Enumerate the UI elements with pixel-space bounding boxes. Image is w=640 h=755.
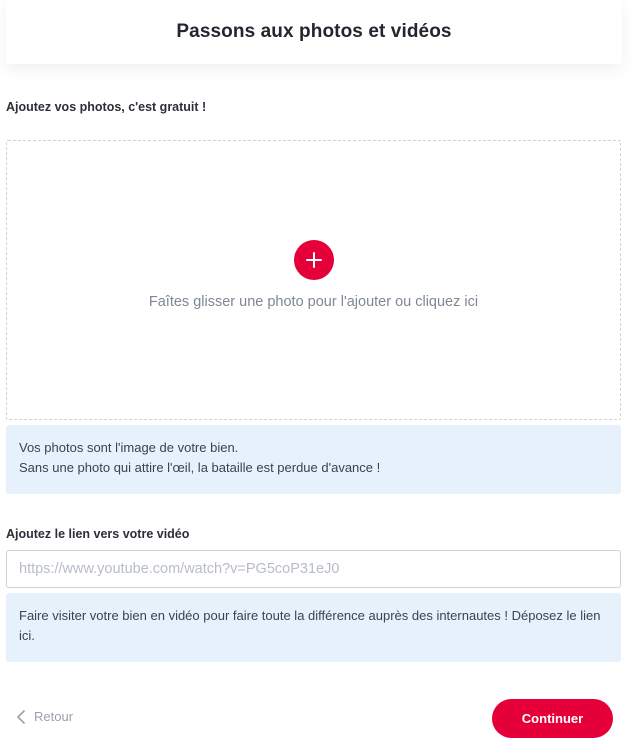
video-info-box xyxy=(6,593,621,662)
photos-info-line-2: Sans une photo qui attire l'œil, la bataille est perdue d'avance ! xyxy=(19,460,381,475)
dropzone-hint: Faîtes glisser une photo pour l'ajouter ou cliquez ici xyxy=(148,294,479,310)
video-section-label: Ajoutez le lien vers votre vidéo xyxy=(6,527,190,541)
photos-info-line-1: Vos photos sont l'image de votre bien. xyxy=(19,440,239,455)
continue-button[interactable]: Continuer xyxy=(492,699,613,738)
photos-info-box xyxy=(6,425,621,494)
page-header xyxy=(6,0,622,64)
add-photo-button[interactable] xyxy=(294,240,334,280)
back-button[interactable] xyxy=(16,709,73,724)
chevron-left-icon xyxy=(16,710,26,724)
back-label: Retour xyxy=(34,709,74,724)
video-url-input[interactable] xyxy=(6,550,621,588)
video-info-text: Faire visiter votre bien en vidéo pour faire toute la différence auprès des internautes ! Déposez le lien ici. xyxy=(19,608,601,643)
plus-icon xyxy=(304,250,324,270)
photos-section-label: Ajoutez vos photos, c'est gratuit ! xyxy=(6,100,207,114)
photo-dropzone[interactable] xyxy=(6,140,621,420)
page-title: Passons aux photos et vidéos xyxy=(176,21,452,42)
